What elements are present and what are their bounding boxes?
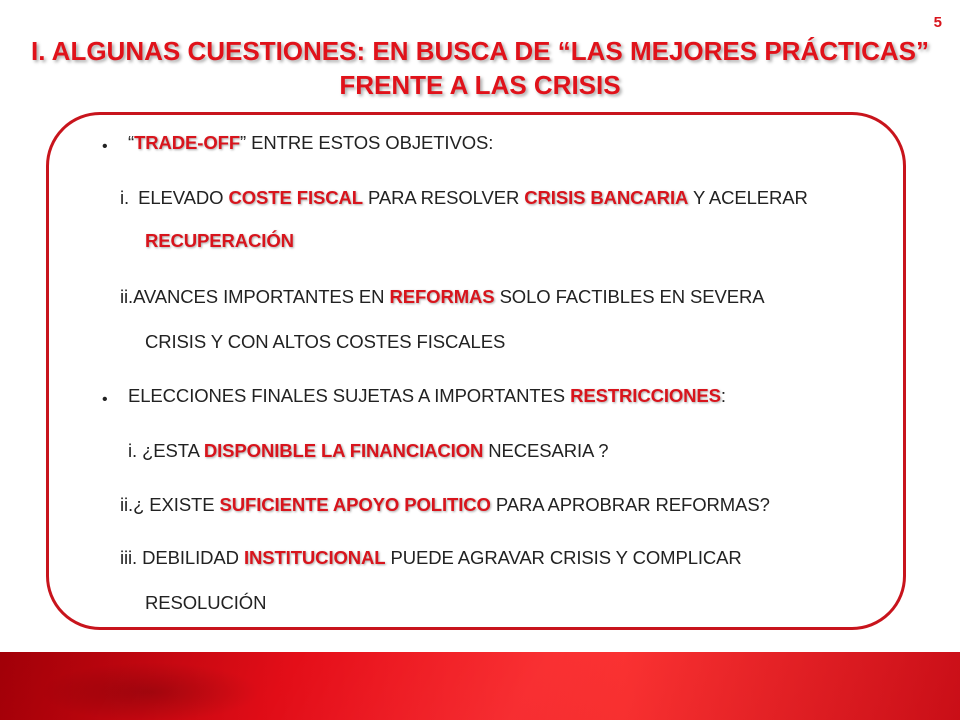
- slide-title-line-2: FRENTE A LAS CRISIS: [339, 70, 621, 100]
- question-ii-number: ii.: [120, 494, 134, 515]
- bullet-restricciones: [128, 385, 726, 407]
- slide-title: [0, 34, 960, 102]
- item-ii-text-2: SOLO FACTIBLES EN SEVERA: [494, 286, 765, 307]
- item-ii-line-1: [120, 286, 764, 308]
- question-ii-text-2: PARA APROBRAR REFORMAS?: [490, 494, 770, 515]
- question-iii-line-1: [120, 547, 742, 569]
- highlight-institucional: INSTITUCIONAL: [243, 547, 386, 568]
- bullet-marker: •: [102, 391, 108, 408]
- highlight-crisis-bancaria: CRISIS BANCARIA: [524, 187, 689, 208]
- item-i-number: i.: [120, 187, 130, 208]
- item-ii-number: ii.: [120, 286, 134, 307]
- page-number: 5: [933, 14, 942, 31]
- bullet-tradeoff: [128, 132, 493, 154]
- open-quote: “: [128, 132, 135, 153]
- bullet-marker: •: [102, 138, 108, 155]
- bullet-restricciones-text-1: ELECCIONES FINALES SUJETAS A IMPORTANTES: [128, 385, 571, 406]
- highlight-apoyo-politico: SUFICIENTE APOYO POLITICO: [219, 494, 491, 515]
- item-ii-text-1: AVANCES IMPORTANTES EN: [133, 286, 390, 307]
- question-iii-line-2: [145, 592, 266, 614]
- question-i-text-1: ¿ESTA: [137, 440, 204, 461]
- item-ii-line-2: [145, 331, 505, 353]
- question-ii: [120, 494, 770, 516]
- question-ii-text-1: ¿ EXISTE: [133, 494, 220, 515]
- footer-band: [0, 652, 960, 720]
- question-iii-text-1: DEBILIDAD: [137, 547, 244, 568]
- highlight-trade-off: TRADE-OFF: [134, 132, 241, 153]
- highlight-disponible-financiacion: DISPONIBLE LA FINANCIACION: [203, 440, 484, 461]
- bullet-tradeoff-text: ” ENTRE ESTOS OBJETIVOS:: [240, 132, 494, 153]
- item-i-text-1: ELEVADO: [138, 187, 229, 208]
- highlight-coste-fiscal: COSTE FISCAL: [228, 187, 363, 208]
- highlight-restricciones: RESTRICCIONES: [570, 385, 721, 406]
- question-i-text-2: NECESARIA ?: [483, 440, 609, 461]
- question-i: [128, 440, 609, 462]
- bullet-restricciones-text-2: :: [720, 385, 726, 406]
- item-i-line-2: [145, 230, 294, 252]
- question-iii-number: iii.: [120, 547, 138, 568]
- highlight-reformas: REFORMAS: [389, 286, 495, 307]
- slide-title-line-1: I. ALGUNAS CUESTIONES: EN BUSCA DE “LAS MEJORES PRÁCTICAS”: [30, 36, 930, 66]
- question-i-number: i.: [128, 440, 138, 461]
- item-i-line-1: [120, 187, 808, 209]
- item-i-text-2: PARA RESOLVER: [362, 187, 525, 208]
- item-i-text-3: Y ACELERAR: [688, 187, 808, 208]
- highlight-recuperacion: RECUPERACIÓN: [145, 230, 294, 251]
- item-ii-text-3: CRISIS Y CON ALTOS COSTES FISCALES: [145, 331, 506, 352]
- question-iii-text-2: PUEDE AGRAVAR CRISIS Y COMPLICAR: [385, 547, 742, 568]
- question-iii-text-3: RESOLUCIÓN: [145, 592, 267, 613]
